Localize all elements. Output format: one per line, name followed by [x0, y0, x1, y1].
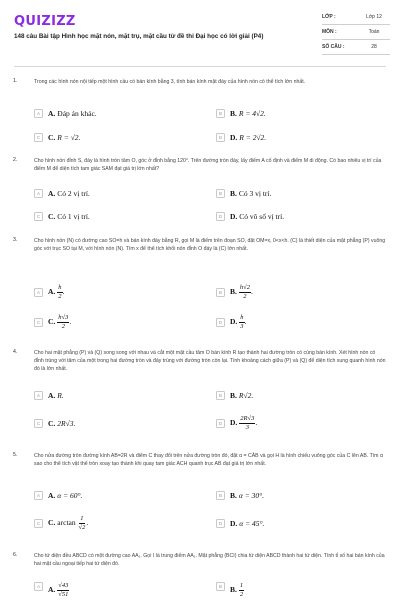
numerator: h√3	[58, 313, 69, 321]
denominator: 3	[240, 322, 244, 330]
option-text: R = 2√2.	[239, 132, 267, 142]
option-b[interactable]	[216, 489, 264, 501]
option-text: R = 4√2.	[238, 108, 266, 118]
option-text: Có 1 vị trí.	[57, 211, 90, 221]
option-text: α = 30°.	[238, 490, 265, 500]
numerator: h√2	[239, 283, 250, 291]
option-text: Đáp án khác.	[57, 108, 97, 118]
meta-row-class	[322, 10, 390, 25]
option-a[interactable]	[34, 489, 82, 501]
option-letter: D.	[230, 211, 238, 221]
option-d[interactable]: D D. $\frac{h}{3}$ .	[216, 311, 246, 333]
option-letter: D.	[230, 132, 238, 142]
option-text: R = √2.	[57, 132, 81, 142]
option-box[interactable]: D	[216, 212, 225, 221]
meta-row-count	[322, 40, 390, 55]
option-a[interactable]	[34, 187, 90, 199]
numerator: √43	[58, 582, 69, 589]
option-box[interactable]: A	[34, 288, 43, 297]
fraction	[78, 515, 87, 532]
option-a[interactable]: A A. $\frac{h}{2}$ .	[34, 281, 64, 303]
header-divider	[14, 66, 386, 67]
option-box[interactable]: B	[216, 109, 225, 118]
question-number: 6.	[13, 552, 18, 558]
option-letter: C.	[48, 132, 56, 142]
fraction	[239, 415, 255, 432]
option-box[interactable]: A	[34, 109, 43, 118]
option-box[interactable]: C	[34, 419, 43, 428]
option-letter: D.	[230, 518, 238, 528]
option-a[interactable]	[34, 107, 97, 119]
option-letter: C.	[48, 211, 56, 221]
numerator: h	[240, 313, 244, 321]
option-letter: B.	[230, 585, 237, 595]
option-letter: A.	[48, 585, 56, 595]
numerator: 2R√3	[240, 414, 255, 422]
question-number: 5.	[13, 452, 18, 458]
option-box[interactable]: A	[34, 189, 43, 198]
option-letter: A.	[48, 490, 56, 500]
option-box[interactable]: A	[34, 582, 43, 591]
fraction	[239, 582, 244, 599]
option-letter: B.	[230, 490, 237, 500]
option-box[interactable]: B	[216, 491, 225, 500]
denominator: 2	[61, 322, 65, 330]
numerator: 1	[239, 582, 244, 589]
option-box[interactable]: D	[216, 133, 225, 142]
option-c[interactable]	[34, 210, 90, 222]
fraction	[57, 314, 69, 331]
option-box[interactable]: D	[216, 419, 225, 428]
fraction	[239, 284, 251, 301]
question-text: Cho hình nón đỉnh S, đáy là hình tròn tâm O, góc ở đỉnh bằng 120°. Trên đường tròn đáy, lấy điểm A cố định và điểm M di động. Có bao nhiêu vị trí của điểm M để diện tích tam giác SAM đạt giá trị lớn nhất?	[34, 158, 382, 172]
option-letter: C.	[48, 316, 56, 326]
option-box[interactable]: C	[34, 318, 43, 327]
option-letter: A.	[48, 390, 56, 400]
option-box[interactable]: C	[34, 519, 43, 528]
option-d[interactable]	[216, 210, 284, 222]
question-text: Cho hình nón (N) có đường cao SO=h và bán kính đáy bằng R, gọi M là điểm trên đoạn SO, đặt OM=x, 0<x<h. (C) là thiết diện của mặt phẳng (P) vuông góc với trục SO tại M, với hình nón (N). Tìm x để thể tích khối nón đỉnh O đáy là (C) lớn nhất.	[34, 238, 386, 252]
document-title: 148 câu Bài tập Hình học mặt nón, mặt trụ, mặt cầu từ đề thi Đại học có lời giải (P4)	[14, 33, 264, 40]
option-c[interactable]: C C. $\frac{h√3}{2}$ .	[34, 311, 71, 333]
option-text: Có 3 vị trí.	[238, 188, 272, 198]
option-letter: A.	[48, 188, 56, 198]
option-box[interactable]: B	[216, 582, 225, 591]
question-number: 1.	[13, 78, 18, 84]
numerator: 1	[80, 514, 84, 522]
option-box[interactable]: B	[216, 288, 225, 297]
question-text: Cho tứ diện đều ABCD có một đường cao AA₁. Gọi I là trung điểm AA₁. Mặt phẳng (BCI) chia tứ diện ABCD thành hai tứ diện. Tính tỉ số hai bán kính của hai mặt cầu ngoại tiếp hai tứ diện đó.	[34, 553, 385, 567]
option-box[interactable]: D	[216, 318, 225, 327]
numerator: h	[58, 283, 62, 291]
document-header	[0, 0, 400, 64]
option-letter: A.	[48, 286, 56, 296]
option-b[interactable]	[216, 107, 266, 119]
option-d[interactable]	[216, 517, 264, 529]
option-c[interactable]	[34, 417, 75, 429]
question-number: 4.	[13, 349, 18, 355]
option-text: R√2.	[238, 390, 254, 400]
option-letter: B.	[230, 188, 237, 198]
option-d[interactable]	[216, 131, 266, 143]
option-text: 2R√3.	[57, 418, 76, 428]
fraction	[57, 582, 69, 599]
denominator: √2	[78, 523, 86, 531]
question-number: 3.	[13, 237, 18, 243]
option-box[interactable]: C	[34, 212, 43, 221]
question-text: Cho hai mặt phẳng (P) và (Q) song song với nhau và cắt một mặt cầu tâm O bán kính R tạo thành hai đường tròn có cùng bán kính. Xét hình nón có đỉnh trùng với tâm của một trong hai đường tròn và đáy trùng với đường tròn còn lại. Tính khoảng cách giữa (P) và (Q) để diện tích xung quanh hình nón đó là lớn nhất.	[34, 350, 386, 372]
option-letter: C.	[48, 418, 56, 428]
option-d[interactable]: D D. $\frac{2R√3}{3}$ .	[216, 411, 257, 435]
option-a[interactable]	[34, 582, 69, 600]
option-letter: B.	[230, 108, 237, 118]
option-box[interactable]: D	[216, 519, 225, 528]
meta-value: Lớp 12	[366, 14, 382, 20]
option-box[interactable]: B	[216, 391, 225, 400]
question-text: Trong các hình nón nội tiếp một hình cầu có bán kính bằng 3, tính bán kính mặt đáy của hình nón có thể tích lớn nhất.	[34, 79, 306, 85]
option-letter: B.	[230, 390, 237, 400]
option-b[interactable]	[216, 582, 244, 600]
option-b[interactable]: B B. $\frac{h√2}{2}$ .	[216, 281, 253, 303]
option-text: Có vô số vị trí.	[239, 211, 285, 221]
option-letter: D.	[230, 417, 238, 427]
meta-table	[322, 10, 390, 55]
meta-key: LỚP :	[322, 14, 336, 20]
option-box[interactable]: C	[34, 133, 43, 142]
option-box[interactable]: B	[216, 189, 225, 198]
denominator: 2	[239, 591, 244, 598]
option-text: α = 45°.	[239, 518, 265, 528]
denominator: √51	[58, 591, 69, 598]
option-letter: A.	[48, 108, 56, 118]
option-box[interactable]: A	[34, 491, 43, 500]
option-letter: D.	[230, 316, 238, 326]
meta-value: Toán	[368, 29, 380, 35]
option-text: Có 2 vị trí.	[57, 188, 90, 198]
quizizz-logo: QUIZIZZ	[14, 14, 76, 29]
meta-row-subject	[322, 25, 390, 40]
option-b[interactable]	[216, 389, 253, 401]
meta-key: SỐ CÂU :	[322, 44, 345, 50]
denominator: 2	[58, 292, 62, 300]
option-text: arctan	[57, 517, 76, 527]
option-c[interactable]: C C. arctan $\frac{1}{√2}$ .	[34, 512, 88, 534]
option-c[interactable]	[34, 131, 80, 143]
option-box[interactable]: A	[34, 391, 43, 400]
meta-value: 28	[371, 44, 377, 50]
option-text: α = 60°.	[57, 490, 83, 500]
option-text: R.	[57, 390, 64, 400]
option-letter: C.	[48, 517, 56, 527]
fraction	[239, 314, 244, 331]
meta-key: MÔN :	[322, 29, 337, 35]
denominator: 2	[243, 292, 247, 300]
option-letter: B.	[230, 286, 237, 296]
question-number: 2.	[13, 157, 18, 163]
option-a[interactable]	[34, 389, 64, 401]
fraction	[57, 284, 62, 301]
question-text: Cho nửa đường tròn đường kính AB=2R và điểm C thay đổi trên nửa đường tròn đó, đặt α = CÂB và gọi H là hình chiếu vuông góc của C lên AB. Tìm α sao cho thể tích vật thể tròn xoay tạo thành khi quay tam giác ACH quanh trục AB đạt giá trị lớn nhất.	[34, 453, 383, 467]
denominator: 3	[245, 423, 249, 431]
option-b[interactable]	[216, 187, 271, 199]
